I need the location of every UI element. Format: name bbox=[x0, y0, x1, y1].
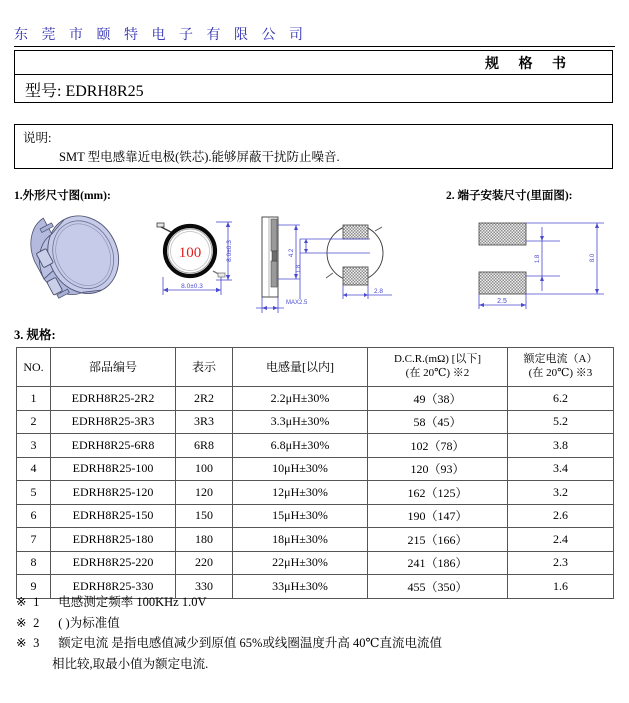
description-text: SMT 型电感靠近电极(铁芯).能够屏蔽干扰防止噪音. bbox=[59, 150, 340, 164]
cell-mark: 6R8 bbox=[176, 434, 233, 458]
cell-current: 2.4 bbox=[508, 528, 614, 552]
top-view-marking-text: 100 bbox=[178, 245, 202, 261]
header-dcr-line2: (在 20℃) ※2 bbox=[405, 367, 470, 379]
header-dcr-line1: D.C.R.(mΩ) [以下] bbox=[393, 353, 481, 366]
cell-current: 3.2 bbox=[508, 481, 614, 505]
cell-part: EDRH8R25-120 bbox=[51, 481, 176, 505]
side-view-thickness-dim: MAX2.5 bbox=[286, 300, 308, 306]
cell-current: 5.2 bbox=[508, 410, 614, 434]
cell-no: 4 bbox=[17, 457, 51, 481]
cell-inductance: 12μH±30% bbox=[233, 481, 368, 505]
header-marking: 表示 bbox=[176, 348, 233, 387]
cell-part: EDRH8R25-330 bbox=[51, 575, 176, 599]
note-text: 电感测定频率 100KHz 1.0V bbox=[58, 595, 207, 609]
header-no: NO. bbox=[17, 348, 51, 387]
header-current bbox=[508, 348, 614, 387]
note-number: 1 bbox=[33, 595, 40, 609]
land-pattern-view bbox=[296, 225, 392, 299]
cell-dcr: 49（38） bbox=[368, 387, 508, 411]
cell-inductance: 33μH±30% bbox=[233, 575, 368, 599]
cell-no: 8 bbox=[17, 551, 51, 575]
table-row bbox=[17, 481, 614, 505]
cell-inductance: 3.3μH±30% bbox=[233, 410, 368, 434]
cell-dcr: 215（166） bbox=[368, 528, 508, 552]
section-label-specification: 3. 规格: bbox=[14, 328, 56, 342]
cell-current: 3.4 bbox=[508, 457, 614, 481]
description-box bbox=[14, 124, 613, 169]
notes-section bbox=[16, 592, 616, 675]
note-2 bbox=[16, 613, 616, 634]
cell-current: 2.3 bbox=[508, 551, 614, 575]
cell-dcr: 455（350） bbox=[368, 575, 508, 599]
table-row bbox=[17, 551, 614, 575]
land-pad-width-dim: 2.8 bbox=[374, 288, 384, 295]
header-part-number: 部品编号 bbox=[51, 348, 176, 387]
cell-inductance: 6.8μH±30% bbox=[233, 434, 368, 458]
spec-title-row bbox=[15, 51, 612, 75]
table-row bbox=[17, 504, 614, 528]
note-text: 相比较,取最小值为额定电流. bbox=[52, 656, 209, 671]
description-label: 说明: bbox=[23, 131, 52, 145]
cell-part: EDRH8R25-3R3 bbox=[51, 410, 176, 434]
cell-no: 5 bbox=[17, 481, 51, 505]
cell-dcr: 162（125） bbox=[368, 481, 508, 505]
company-name: 东 莞 市 颐 特 电 子 有 限 公 司 bbox=[14, 28, 308, 43]
note-text: ( )为标准值 bbox=[58, 615, 120, 630]
cell-part: EDRH8R25-2R2 bbox=[51, 387, 176, 411]
model-row bbox=[15, 75, 612, 102]
cell-no: 6 bbox=[17, 504, 51, 528]
cell-mark: 180 bbox=[176, 528, 233, 552]
cell-mark: 120 bbox=[176, 481, 233, 505]
cell-current: 3.8 bbox=[508, 434, 614, 458]
note-text: 额定电流 是指电感值减少到原值 65%或线圈温度升高 40℃直流电流值 bbox=[58, 636, 443, 651]
cell-dcr: 120（93） bbox=[368, 457, 508, 481]
note-mark-icon: ※ bbox=[16, 636, 27, 651]
terminal-span-dim: 8.0 bbox=[590, 253, 596, 263]
table-header-row bbox=[17, 348, 614, 387]
cell-current: 6.2 bbox=[508, 387, 614, 411]
cell-inductance: 2.2μH±30% bbox=[233, 387, 368, 411]
top-view bbox=[157, 222, 233, 295]
top-view-height-dim: 8.0±0.3 bbox=[226, 240, 233, 262]
cell-part: EDRH8R25-6R8 bbox=[51, 434, 176, 458]
top-view-width-dim: 8.0±0.3 bbox=[181, 283, 203, 290]
cell-no: 3 bbox=[17, 434, 51, 458]
terminal-gap-dim: 1.8 bbox=[535, 254, 541, 264]
cell-no: 1 bbox=[17, 387, 51, 411]
cell-part: EDRH8R25-150 bbox=[51, 504, 176, 528]
cell-dcr: 58（45） bbox=[368, 410, 508, 434]
table-row bbox=[17, 457, 614, 481]
cell-part: EDRH8R25-100 bbox=[51, 457, 176, 481]
note-mark-icon: ※ bbox=[16, 595, 27, 609]
cell-inductance: 10μH±30% bbox=[233, 457, 368, 481]
land-gap-dim: 1.8 bbox=[296, 264, 302, 274]
table-row bbox=[17, 410, 614, 434]
specification-table bbox=[16, 347, 614, 599]
cell-mark: 220 bbox=[176, 551, 233, 575]
model-number: 型号: EDRH8R25 bbox=[25, 83, 144, 100]
note-1 bbox=[16, 592, 616, 613]
terminal-mounting-view bbox=[479, 223, 604, 309]
table-row bbox=[17, 434, 614, 458]
section-label-terminal: 2. 端子安装尺寸(里面图): bbox=[446, 190, 573, 202]
cell-mark: 3R3 bbox=[176, 410, 233, 434]
title-box bbox=[14, 50, 613, 103]
note-mark-icon: ※ bbox=[16, 615, 27, 630]
cell-mark: 100 bbox=[176, 457, 233, 481]
side-view-height-dim: 4.2 bbox=[289, 248, 295, 258]
header-current-line2: (在 20℃) ※3 bbox=[528, 367, 593, 379]
cell-no: 9 bbox=[17, 575, 51, 599]
header-dcr bbox=[368, 348, 508, 387]
spec-title: 规 格 书 bbox=[485, 57, 574, 72]
cell-part: EDRH8R25-220 bbox=[51, 551, 176, 575]
note-number: 2 bbox=[33, 615, 40, 630]
cell-mark: 2R2 bbox=[176, 387, 233, 411]
table-row bbox=[17, 528, 614, 552]
cell-inductance: 15μH±30% bbox=[233, 504, 368, 528]
cell-dcr: 102（78） bbox=[368, 434, 508, 458]
cell-no: 2 bbox=[17, 410, 51, 434]
company-header bbox=[14, 26, 615, 47]
cell-no: 7 bbox=[17, 528, 51, 552]
table-row bbox=[17, 387, 614, 411]
note-3 bbox=[16, 633, 616, 654]
cell-inductance: 18μH±30% bbox=[233, 528, 368, 552]
note-number: 3 bbox=[33, 636, 40, 651]
cell-mark: 330 bbox=[176, 575, 233, 599]
header-inductance: 电感量[以内] bbox=[233, 348, 368, 387]
cell-current: 2.6 bbox=[508, 504, 614, 528]
note-3-continuation bbox=[16, 654, 616, 675]
header-current-line1: 额定电流（A） bbox=[523, 353, 598, 366]
terminal-pad-width-dim: 2.5 bbox=[497, 298, 507, 305]
section-label-outline: 1.外形尺寸图(mm): bbox=[14, 190, 111, 202]
drawing-area bbox=[0, 203, 629, 323]
isometric-body-view bbox=[19, 203, 132, 312]
table-body bbox=[17, 387, 614, 599]
cell-inductance: 22μH±30% bbox=[233, 551, 368, 575]
cell-dcr: 241（186） bbox=[368, 551, 508, 575]
cell-part: EDRH8R25-180 bbox=[51, 528, 176, 552]
cell-current: 1.6 bbox=[508, 575, 614, 599]
cell-mark: 150 bbox=[176, 504, 233, 528]
cell-dcr: 190（147） bbox=[368, 504, 508, 528]
